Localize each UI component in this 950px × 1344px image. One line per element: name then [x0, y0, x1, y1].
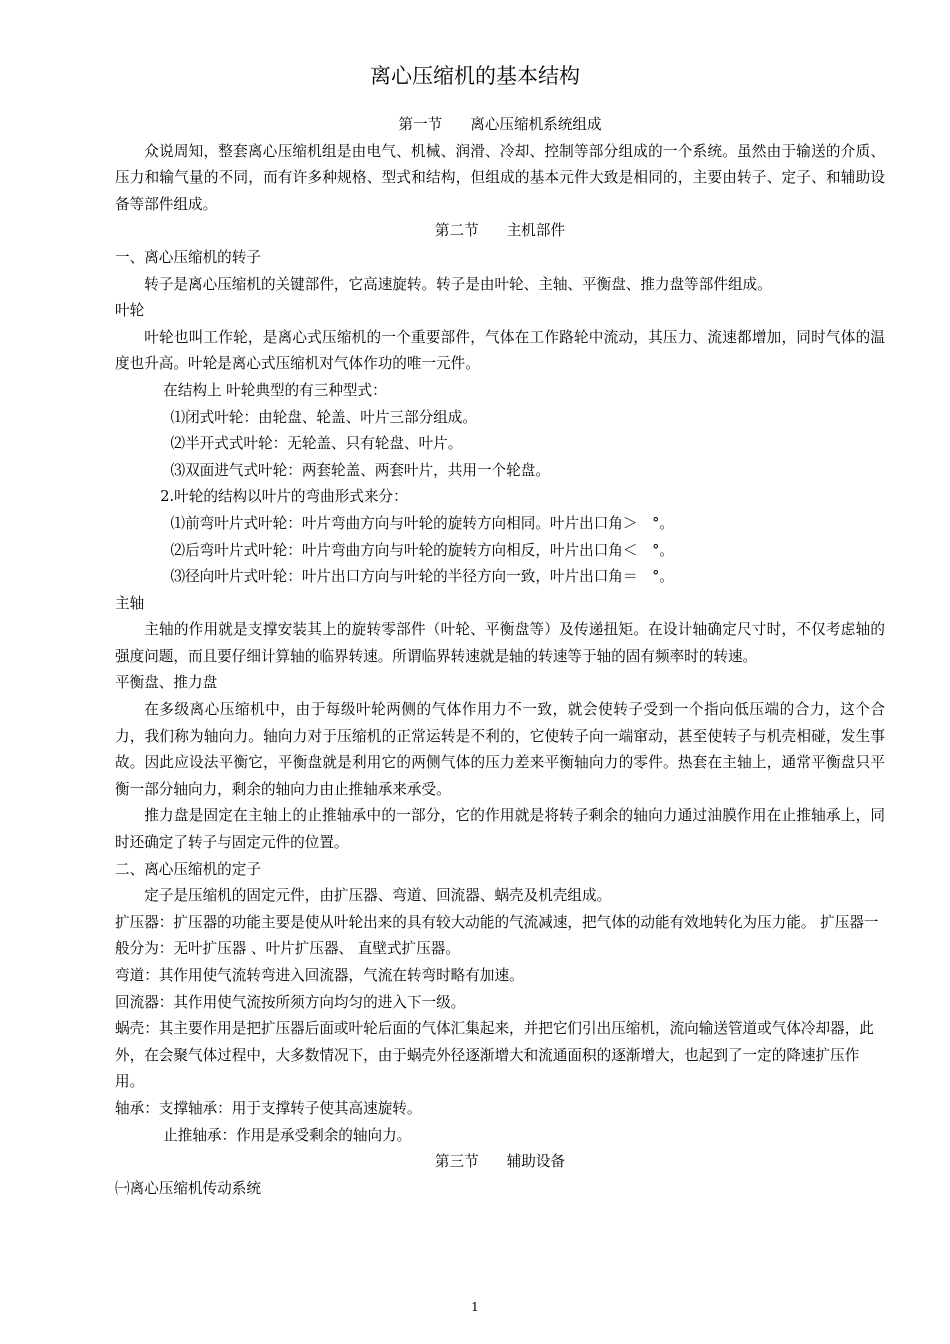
- structure-intro: 在结构上 叶轮典型的有三种型式：: [163, 381, 387, 399]
- subheading-rotor: 一、离心压缩机的转子: [115, 248, 261, 266]
- list-item: ⑴闭式叶轮：由轮盘、轮盖、叶片三部分组成。: [170, 408, 477, 426]
- paragraph-return: 回流器：其作用使气流按所须方向均匀的进入下一级。: [115, 993, 466, 1011]
- section-3-heading: [115, 1149, 885, 1176]
- subheading-shaft: 主轴: [115, 594, 145, 612]
- paragraph-thrust-bearing: 止推轴承：作用是承受剩余的轴向力。: [163, 1126, 412, 1144]
- section-1-heading: [115, 112, 885, 139]
- section-title: 主机部件: [506, 222, 566, 240]
- subheading-drive: ㈠离心压缩机传动系统: [115, 1179, 261, 1197]
- section-number: 第二节: [434, 222, 479, 240]
- paragraph: 定子是压缩机的固定元件，由扩压器、弯道、回流器、蜗壳及机壳组成。: [144, 887, 612, 905]
- paragraph-diffuser: 扩压器：扩压器的功能主要是使从叶轮出来的具有较大动能的气流减速，把气体的动能有效地转化为压力能。 扩压器一般分为：无叶扩压器 、叶片扩压器、 直壁式扩压器。: [115, 913, 879, 958]
- list-item: ⑶径向叶片式叶轮：叶片出口方向与叶轮的半径方向一致，叶片出口角＝ °。: [170, 568, 674, 586]
- subheading-stator: 二、离心压缩机的定子: [115, 860, 261, 878]
- list-item: ⑵半开式式叶轮：无轮盖、只有轮盘、叶片。: [170, 435, 463, 453]
- blade-intro: 2.叶轮的结构以叶片的弯曲形式来分：: [160, 488, 408, 506]
- paragraph-volute: 蜗壳：其主要作用是把扩压器后面或叶轮后面的气体汇集起来，并把它们引出压缩机，流向输送管道或气体冷却器，此外，在会聚气体过程中，大多数情况下，由于蜗壳外径逐渐增大和流通面积的逐渐增大，也起到了一定的降速扩压作用。: [115, 1020, 874, 1091]
- list-item: ⑴前弯叶片式叶轮：叶片弯曲方向与叶轮的旋转方向相同。叶片出口角＞ °。: [170, 514, 674, 532]
- list-item: ⑵后弯叶片式叶轮：叶片弯曲方向与叶轮的旋转方向相反，叶片出口角＜ °。: [170, 541, 674, 559]
- section-title: 离心压缩机系统组成: [470, 116, 602, 133]
- subheading-balance: 平衡盘、推力盘: [115, 674, 218, 692]
- paragraph: 转子是离心压缩机的关键部件，它高速旋转。转子是由叶轮、主轴、平衡盘、推力盘等部件组成。: [144, 275, 772, 293]
- page-number: 1: [471, 1300, 479, 1314]
- section-number: 第一节: [398, 116, 443, 133]
- list-item: ⑶双面进气式叶轮：两套轮盖、两套叶片，共用一个轮盘。: [170, 461, 550, 479]
- paragraph: 众说周知，整套离心压缩机组是由电气、机械、润滑、冷却、控制等部分组成的一个系统。虽然由于输送的介质、压力和输气量的不同，而有许多种规格、型式和结构，但组成的基本元件大致是相同的，主要由转子、定子、和辅助设备等部件组成。: [115, 142, 885, 213]
- section-2-heading: [115, 218, 885, 245]
- paragraph-bend: 弯道：其作用使气流转弯进入回流器，气流在转弯时略有加速。: [115, 967, 524, 984]
- paragraph: 在多级离心压缩机中，由于每级叶轮两侧的气体作用力不一致，就会使转子受到一个指向低压端的合力，这个合力，我们称为轴向力。轴向力对于压缩机的正常运转是不利的，它使转子向一端窜动，甚至使转子与机壳相碰，发生事故。因此应设法平衡它，平衡盘就是利用它的两侧气体的压力差来平衡轴向力的零件。热套在主轴上，通常平衡盘只平衡一部分轴向力，剩余的轴向力由止推轴承来承受。: [115, 701, 885, 798]
- subheading-impeller: 叶轮: [115, 302, 145, 320]
- paragraph: 推力盘是固定在主轴上的止推轴承中的一部分，它的作用就是将转子剩余的轴向力通过油膜作用在止推轴承上，同时还确定了转子与固定元件的位置。: [115, 807, 885, 852]
- paragraph: 主轴的作用就是支撑安装其上的旋转零部件（叶轮、平衡盘等）及传递扭矩。在设计轴确定尺寸时，不仅考虑轴的强度问题，而且要仔细计算轴的临界转速。所谓临界转速就是轴的转速等于轴的固有频率时的转速。: [115, 621, 885, 665]
- section-number: 第三节: [434, 1153, 479, 1171]
- paragraph-bearing: 轴承：支撑轴承：用于支撑转子使其高速旋转。: [115, 1099, 422, 1117]
- section-title: 辅助设备: [506, 1153, 566, 1171]
- paragraph: 叶轮也叫工作轮，是离心式压缩机的一个重要部件，气体在工作路轮中流动，其压力、流速都增加，同时气体的温度也升高。叶轮是离心式压缩机对气体作功的唯一元件。: [115, 328, 885, 373]
- document-title: 离心压缩机的基本结构: [370, 64, 580, 88]
- document-body: [115, 112, 885, 1202]
